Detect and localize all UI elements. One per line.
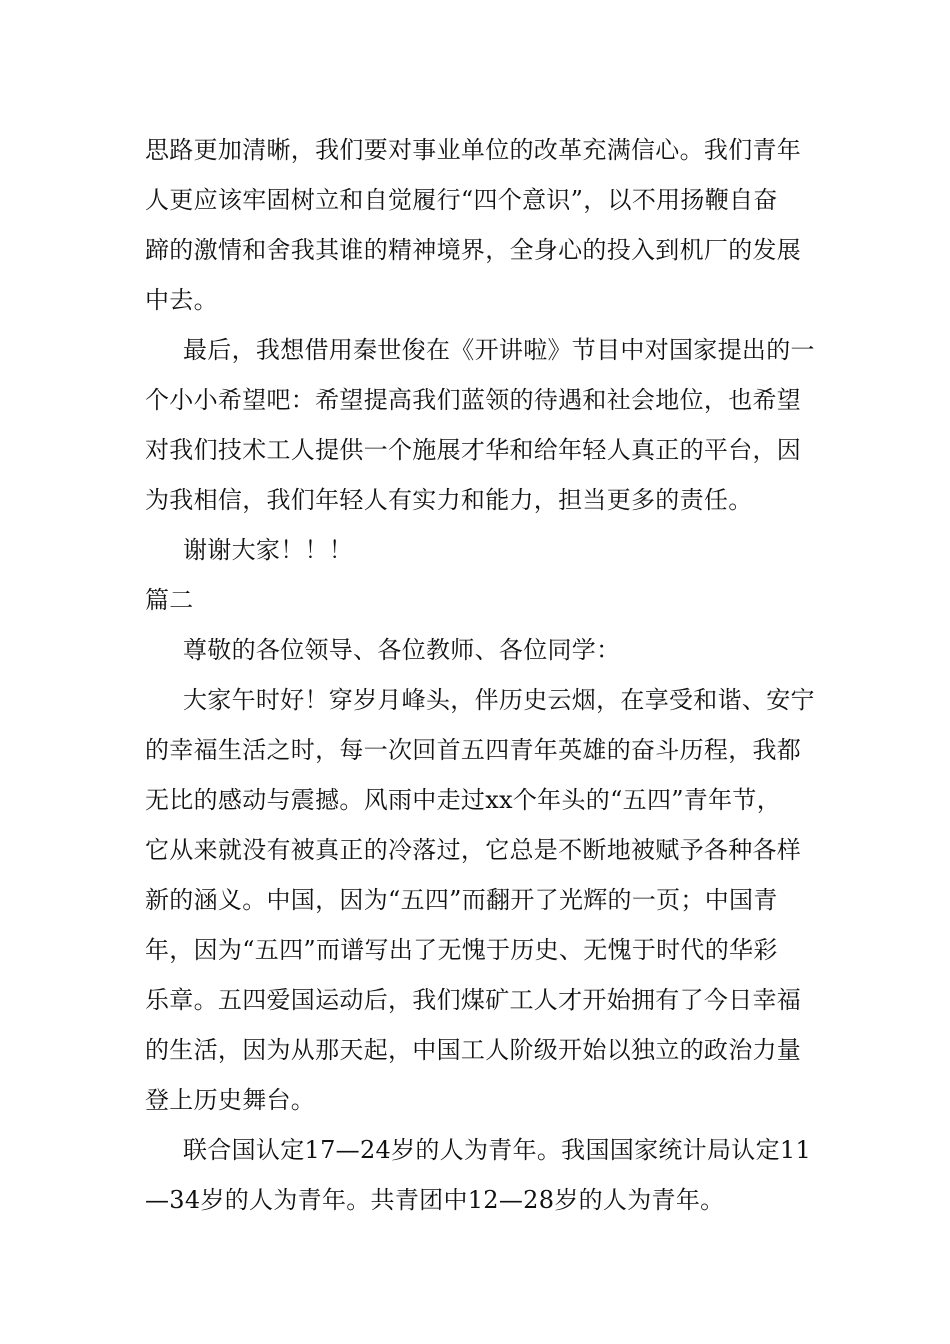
text-line: 人更应该牢固树立和自觉履行“四个意识”，以不用扬鞭自奋 [145,186,778,214]
closing-thanks: 谢谢大家！！！ [183,536,354,564]
text-line: 新的涵义。中国，因为“五四”而翻开了光辉的一页；中国青 [145,886,778,914]
salutation: 尊敬的各位领导、各位教师、各位同学： [183,636,621,664]
paragraph-start: 大家午时好！穿岁月峰头，伴历史云烟，在享受和谐、安宁 [183,686,815,714]
text-line: 为我相信，我们年轻人有实力和能力，担当更多的责任。 [145,486,753,514]
text-line: 无比的感动与震撼。风雨中走过xx个年头的“五四”青年节， [145,786,782,814]
text-line: 的幸福生活之时，每一次回首五四青年英雄的奋斗历程，我都 [145,736,802,764]
paragraph-start: 联合国认定17—24岁的人为青年。我国国家统计局认定11 [183,1136,812,1164]
section-heading: 篇二 [145,586,194,614]
text-line: 中去。 [145,286,218,314]
text-line: 蹄的激情和舍我其谁的精神境界，全身心的投入到机厂的发展 [145,236,802,264]
text-line: —34岁的人为青年。共青团中12—28岁的人为青年。 [145,1186,725,1214]
text-line: 登上历史舞台。 [145,1086,316,1114]
paragraph-start: 最后，我想借用秦世俊在《开讲啦》节目中对国家提出的一 [183,336,815,364]
text-line: 年，因为“五四”而谱写出了无愧于历史、无愧于时代的华彩 [145,936,778,964]
text-line: 对我们技术工人提供一个施展才华和给年轻人真正的平台，因 [145,436,802,464]
text-line: 乐章。五四爱国运动后，我们煤矿工人才开始拥有了今日幸福 [145,986,802,1014]
text-line: 它从来就没有被真正的冷落过，它总是不断地被赋予各种各样 [145,836,802,864]
text-line: 个小小希望吧：希望提高我们蓝领的待遇和社会地位，也希望 [145,386,802,414]
text-line: 的生活，因为从那天起，中国工人阶级开始以独立的政治力量 [145,1036,802,1064]
text-line: 思路更加清晰，我们要对事业单位的改革充满信心。我们青年 [145,136,802,164]
